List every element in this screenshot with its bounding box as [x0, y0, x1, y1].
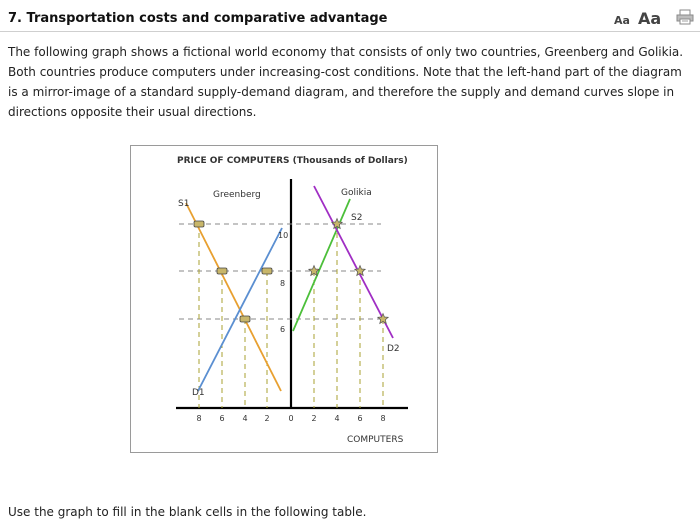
- price-label-10: 10: [278, 231, 289, 240]
- font-size-small-button[interactable]: Aa: [614, 14, 630, 27]
- country-label-greenberg: Greenberg: [213, 190, 261, 200]
- x-tick-label: 8: [380, 414, 386, 423]
- price-label-8: 8: [280, 279, 286, 288]
- intro-paragraph: The following graph shows a fictional world economy that consists of only two countries, Greenberg and Golikia. Both countries produce computers under increasing-cost conditions. Note that the left-hand part of the diagram is a mirror-image of a standard supply-demand diagram, and therefore the supply and demand curves slope in directions opposite their usual directions.: [8, 45, 684, 119]
- question-title: 7. Transportation costs and comparative advantage: [8, 11, 388, 26]
- curve-label-d2: D2: [387, 344, 400, 354]
- x-tick-label: 2: [264, 414, 270, 423]
- x-tick-label: 0: [288, 414, 294, 423]
- graph-canvas: [131, 146, 437, 452]
- printer-icon[interactable]: [676, 9, 694, 29]
- font-size-large-button[interactable]: Aa: [638, 9, 662, 28]
- y-axis-label: PRICE OF COMPUTERS (Thousands of Dollars): [177, 156, 408, 166]
- curve-label-s2: S2: [351, 213, 363, 223]
- demand-curve-d2: [314, 186, 393, 338]
- table-instruction: Use the graph to fill in the blank cells in the following table.: [8, 505, 367, 519]
- x-tick-label: 8: [196, 414, 202, 423]
- supply-curve-s2: [293, 199, 350, 331]
- x-tick-label: 2: [311, 414, 317, 423]
- x-tick-label: 4: [334, 414, 340, 423]
- equilibrium-marker: [217, 268, 227, 274]
- curve-label-d1: D1: [192, 388, 205, 398]
- price-label-6: 6: [280, 325, 286, 334]
- equilibrium-marker: [194, 221, 204, 227]
- x-axis-label: COMPUTERS: [347, 435, 404, 445]
- supply-curve-s1: [186, 203, 281, 391]
- graph-panel: [130, 145, 438, 453]
- header: [0, 0, 700, 30]
- x-tick-label: 6: [357, 414, 363, 423]
- x-tick-label: 6: [219, 414, 225, 423]
- curve-label-s1: S1: [178, 199, 190, 209]
- country-label-golikia: Golikia: [341, 188, 372, 198]
- equilibrium-marker: [262, 268, 272, 274]
- x-tick-label: 4: [242, 414, 248, 423]
- equilibrium-marker: [240, 316, 250, 322]
- header-divider: [0, 31, 700, 32]
